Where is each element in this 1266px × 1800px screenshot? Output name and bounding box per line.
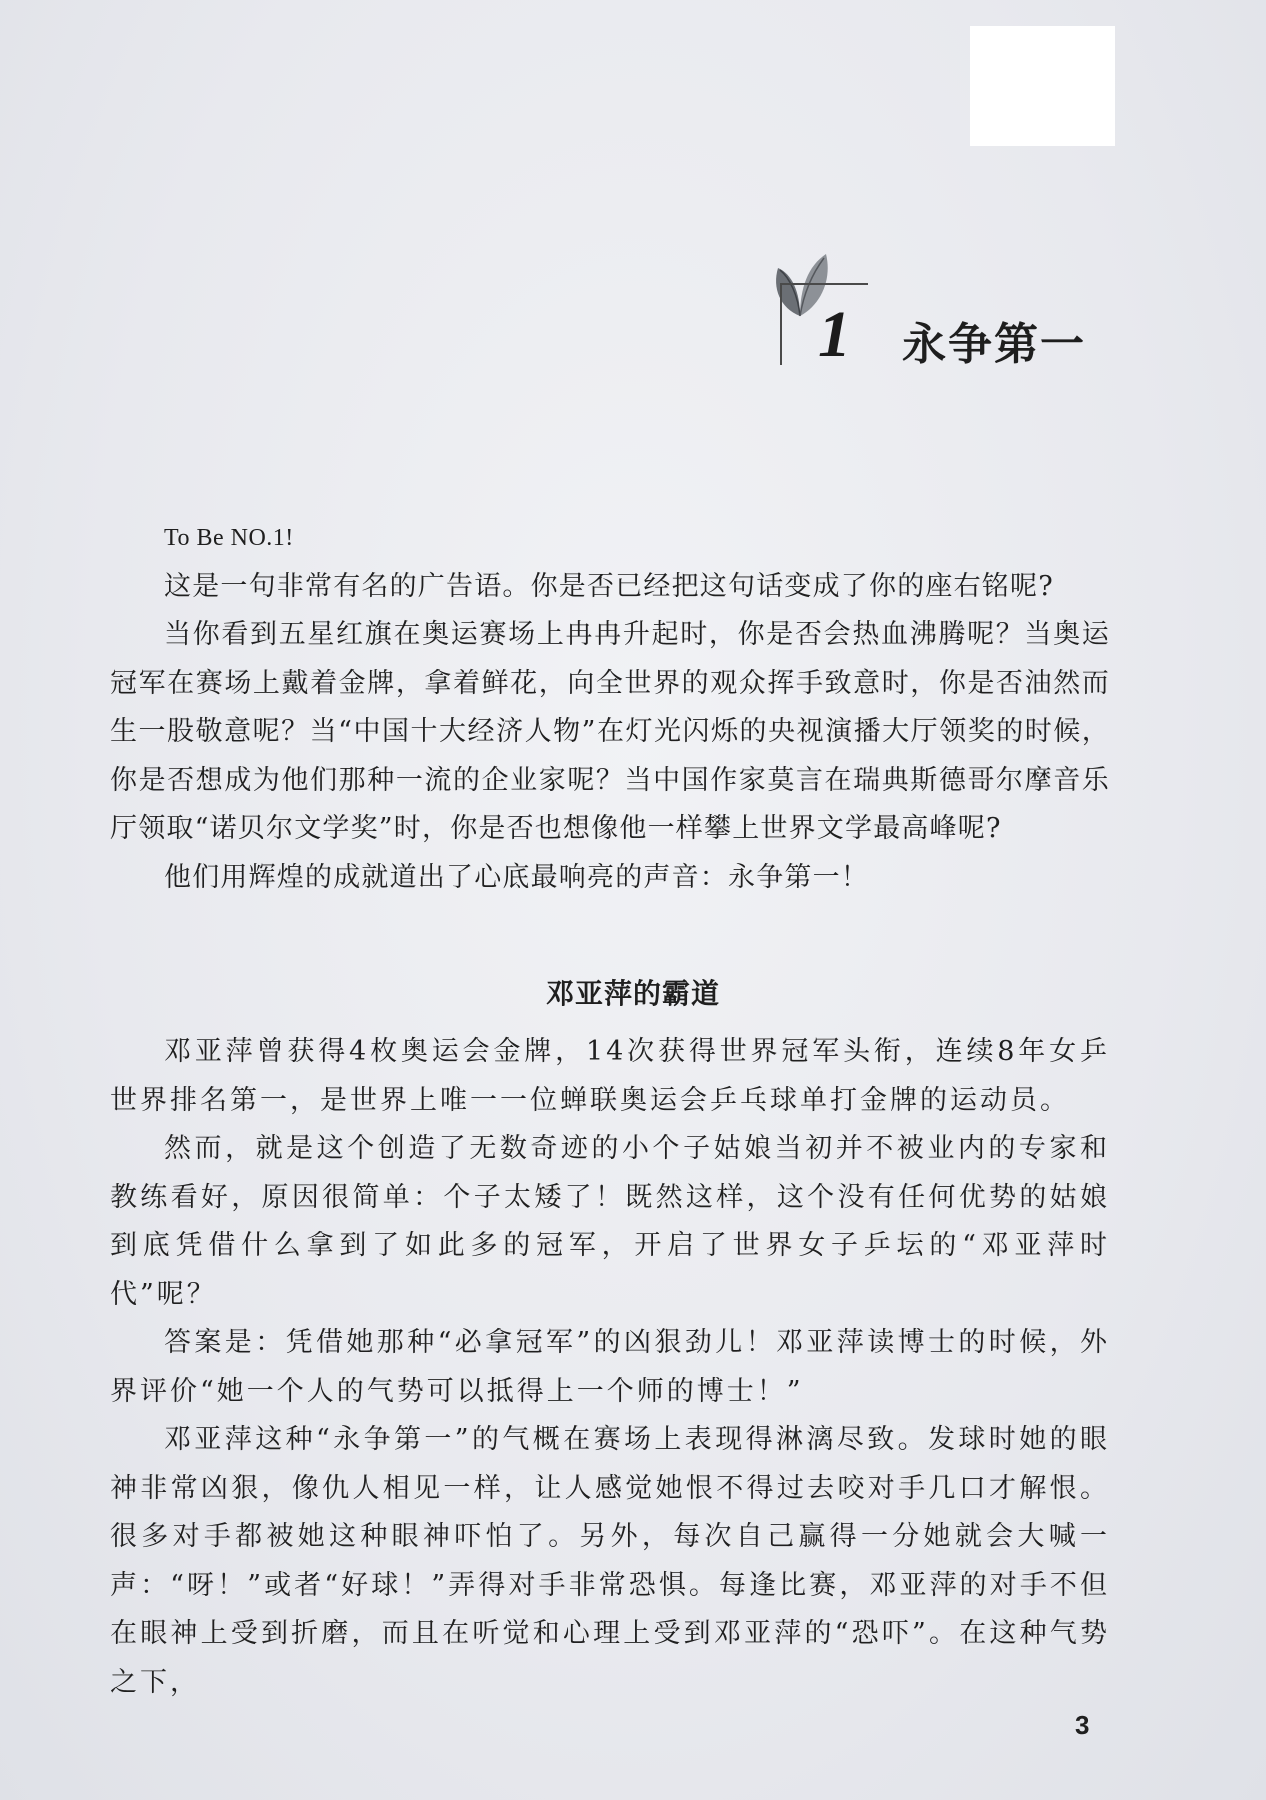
- section-text: [110, 1028, 1110, 1707]
- section-paragraph: 邓亚萍曾获得4枚奥运会金牌，14次获得世界冠军头衔，连续8年女乒世界排名第一，是世界上唯一一位蝉联奥运会乒乓球单打金牌的运动员。: [110, 1036, 1110, 1116]
- blank-label-box: [970, 26, 1115, 146]
- section-paragraph: 答案是：凭借她那种“必拿冠军”的凶狠劲儿！邓亚萍读博士的时候，外界评价“她一个人的气势可以抵得上一个师的博士！”: [110, 1327, 1110, 1407]
- section-title: 邓亚萍的霸道: [545, 977, 720, 1010]
- page-number: 3: [1075, 1710, 1090, 1740]
- section-paragraph: 然而，就是这个创造了无数奇迹的小个子姑娘当初并不被业内的专家和教练看好，原因很简单：个子太矮了！既然这样，这个没有任何优势的姑娘到底凭借什么拿到了如此多的冠军，开启了世界女子乒坛的“邓亚萍时代”呢？: [110, 1133, 1110, 1310]
- chapter-number: 1: [818, 298, 851, 371]
- chapter-title: 永争第一: [902, 319, 1086, 370]
- intro-text: [110, 514, 1110, 902]
- section-paragraph: 邓亚萍这种“永争第一”的气概在赛场上表现得淋漓尽致。发球时她的眼神非常凶狠，像仇人相见一样，让人感觉她恨不得过去咬对手几口才解恨。很多对手都被她这种眼神吓怕了。另外，每次自己赢得一分她就会大喊一声：“呀！”或者“好球！”弄得对手非常恐惧。每逢比赛，邓亚萍的对手不但在眼神上受到折磨，而且在听觉和心理上受到邓亚萍的“恐吓”。在这种气势之下，: [110, 1424, 1110, 1698]
- intro-paragraph: 这是一句非常有名的广告语。你是否已经把这句话变成了你的座右铭呢?: [164, 570, 1054, 602]
- intro-paragraph: 当你看到五星红旗在奥运赛场上冉冉升起时，你是否会热血沸腾呢？当奥运冠军在赛场上戴着金牌，拿着鲜花，向全世界的观众挥手致意时，你是否油然而生一股敬意呢？当“中国十大经济人物”在灯光闪烁的央视演播大厅领奖的时候，你是否想成为他们那种一流的企业家呢？当中国作家莫言在瑞典斯德哥尔摩音乐厅领取“诺贝尔文学奖”时，你是否也想像他一样攀上世界文学最高峰呢?: [110, 619, 1110, 844]
- intro-paragraph: 他们用辉煌的成就道出了心底最响亮的声音：永争第一！: [164, 861, 869, 893]
- intro-paragraph: To Be NO.1!: [164, 525, 294, 551]
